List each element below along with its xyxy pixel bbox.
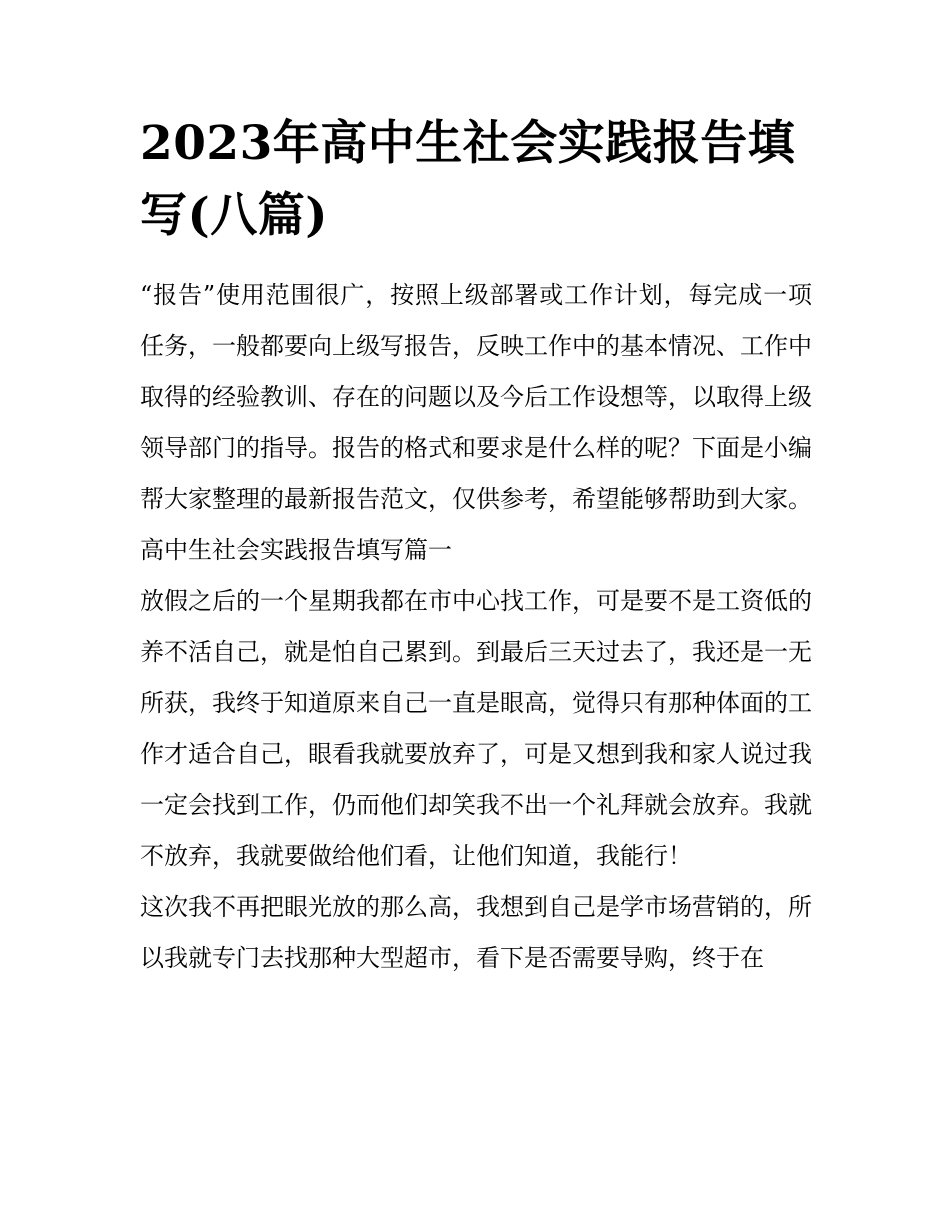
section-heading: 高中生社会实践报告填写篇一 <box>140 536 452 564</box>
body-paragraph-2: 这次我不再把眼光放的那么高，我想到自己是学市场营销的，所以我就专门去找那种大型超市，看下是否需要导购，终于在 <box>140 893 812 972</box>
body-paragraph-1: 放假之后的一个星期我都在市中心找工作，可是要不是工资低的养不活自己，就是怕自己累到。到最后三天过去了，我还是一无所获，我终于知道原来自己一直是眼高，觉得只有那种体面的工作才适合自己，眼看我就要放弃了，可是又想到我和家人说过我一定会找到工作，仍而他们却笑我不出一个礼拜就会放弃。我就不放弃，我就要做给他们看，让他们知道，我能行！ <box>140 587 812 870</box>
document-body <box>140 270 812 984</box>
intro-paragraph: “报告”使用范围很广，按照上级部署或工作计划，每完成一项任务，一般都要向上级写报告，反映工作中的基本情况、工作中取得的经验教训、存在的问题以及今后工作设想等，以取得上级领导部门的指导。报告的格式和要求是什么样的呢？下面是小编帮大家整理的最新报告范文，仅供参考，希望能够帮助到大家。 <box>140 281 812 513</box>
document-title: 2023年高中生社会实践报告填写(八篇) <box>140 116 796 243</box>
document-page <box>140 108 812 984</box>
